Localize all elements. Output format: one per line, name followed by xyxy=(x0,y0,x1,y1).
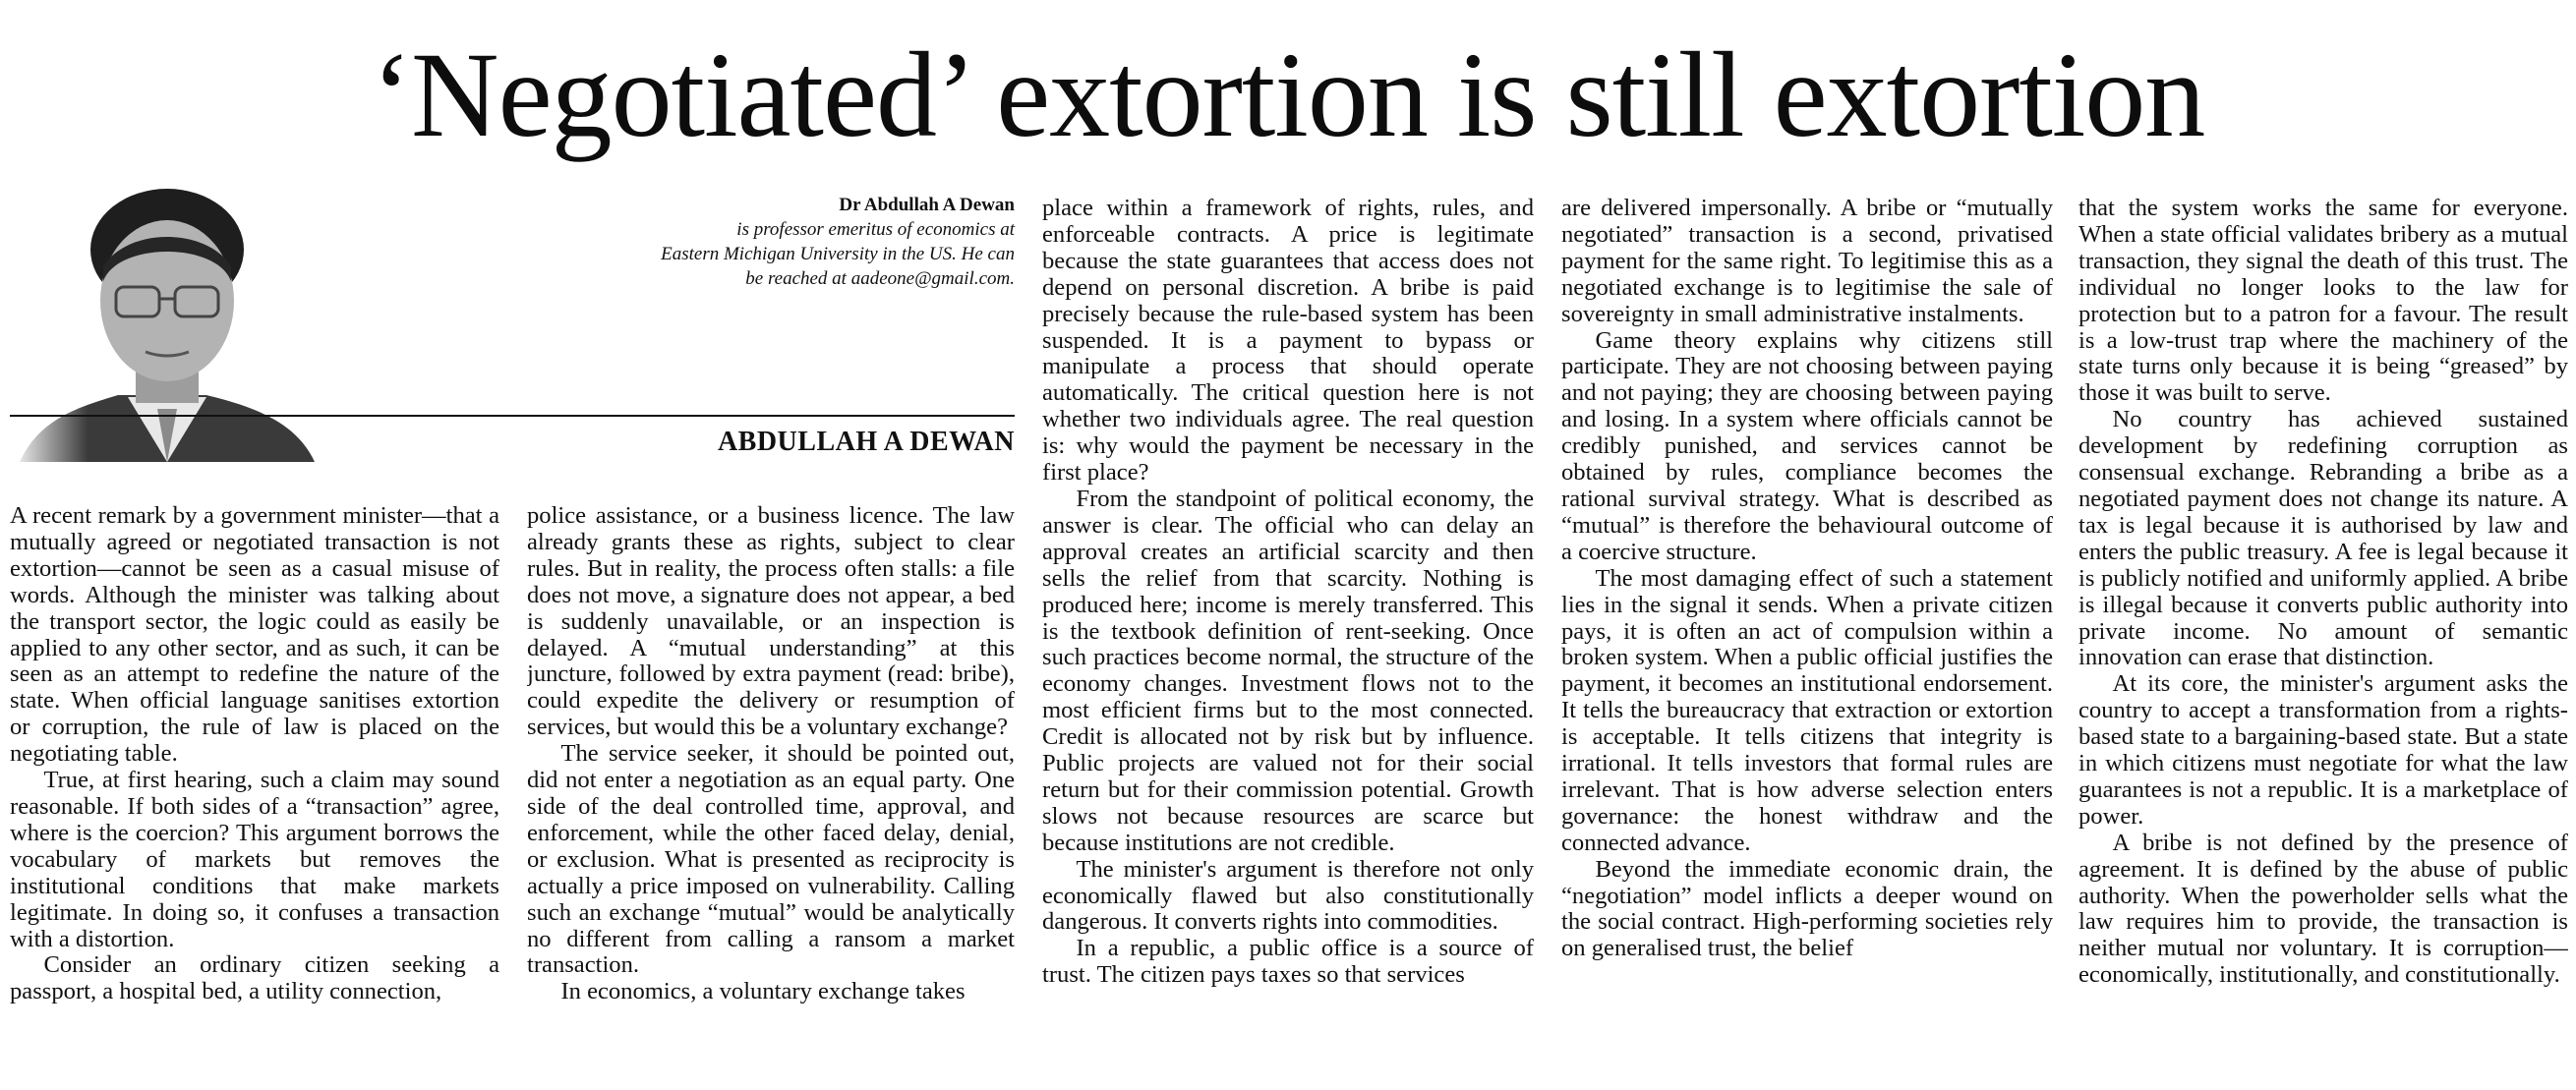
paragraph: At its core, the minister's argument asks the country to accept a transformation from a rights-based state to a bargaining-based state. But a state in which citizens must negotiate for what the law guarantees is not a republic. It is a marketplace of power. xyxy=(2078,670,2568,830)
paragraph: In economics, a voluntary exchange takes xyxy=(560,978,966,1005)
paragraph: Consider an ordinary citizen seeking a passport, a hospital bed, a utility connection, xyxy=(10,951,499,1005)
paragraph: that the system works the same for everyone. When a state official validates bribery as a mutual transaction, they signal the death of this trust. The individual no longer looks to the law for protection but to a patron for a favour. The result is a low-trust trap where the machinery of the state turns only because it is being “greased” by those it was built to serve. xyxy=(2078,196,2568,407)
author-byline xyxy=(551,193,1015,291)
paragraph: Game theory explains why citizens still participate. They are not choosing between paying and not paying; they are choosing between paying and losing. In a system where officials cannot be credibly punished, and services cannot be obtained by rules, compliance becomes the rational survival strategy. What is described as “mutual” is therefore the behavioural outcome of a coercive structure. xyxy=(1561,326,2053,565)
author-caption: ABDULLAH A DEWAN xyxy=(717,427,1015,457)
paragraph: From the standpoint of political economy, the answer is clear. The official who can delay an approval creates an artificial scarcity and then sells the relief from that scarcity. Nothing is produced here; income is merely transferred. This is the textbook definition of rent-seeking. Once such practices become normal, the structure of the economy changes. Investment flows not to the most efficient firms but to the most connected. Credit is allocated not by risk but by influence. Public projects are valued not for their social return but for their commission potential. Growth slows not because resources are scarce but because institutions are not credible. xyxy=(1042,485,1534,856)
author-portrait xyxy=(10,173,322,462)
paragraph: police assistance, or a business licence. The law already grants these as rights, subject to clear rules. But in reality, the process often stalls: a file does not move, a signature does not appear, a bed is suddenly unavailable, or an inspection is delayed. A “mutual understanding” at this juncture, followed by extra payment (read: bribe), could expedite the delivery or resumption of services, but would this be a voluntary exchange? xyxy=(527,503,1015,741)
article-column-4 xyxy=(1561,196,2053,1086)
paragraph: The most damaging effect of such a statement lies in the signal it sends. When a private citizen pays, it is often an act of compulsion within a broken system. When a public official justifies the payment, it becomes an institutional endorsement. It tells the bureaucracy that extraction or extortion is acceptable. It tells citizens that integrity is irrational. It tells investors that formal rules are irrelevant. That is how adverse selection enters governance: the honest withdraw and the connected advance. xyxy=(1561,564,2053,856)
paragraph: Beyond the immediate economic drain, the “negotiation” model inflicts a deeper wound on the social contract. High-performing societies rely on generalised trust, the belief xyxy=(1561,855,2053,962)
paragraph: The service seeker, it should be pointed out, did not enter a negotiation as an equal party. One side of the deal controlled time, approval, and enforcement, while the other faced delay, denial, or exclusion. What is presented as reciprocity is actually a price imposed on vulnerability. Calling such an exchange “mutual” would be analytically no different from calling a ransom a market transaction. xyxy=(527,740,1015,979)
byline-rule xyxy=(10,415,1015,417)
paragraph: A recent remark by a government minister—that a mutually agreed or negotiated transaction is not extortion—cannot be seen as a casual misuse of words. Although the minister was talking about the transport sector, the logic could as easily be applied to any other sector, and as such, it can be seen as an attempt to redefine the nature of the state. When official language sanitises extortion or corruption, the rule of law is placed on the negotiating table. xyxy=(10,503,499,768)
author-name: Dr Abdullah A Dewan xyxy=(839,195,1015,215)
article-column-2 xyxy=(527,503,1015,1083)
article-column-5 xyxy=(2078,196,2568,1086)
paragraph: A bribe is not defined by the presence of agreement. It is defined by the abuse of public authority. When the powerholder sells what the law requires him to provide, the transaction is neither mutual nor voluntary. It is corruption—economically, institutionally, and constitutionally. xyxy=(2078,829,2568,989)
paragraph: The minister's argument is therefore not only economically flawed but also constitutionally dangerous. It converts rights into commodities. xyxy=(1042,855,1534,936)
paragraph: No country has achieved sustained development by redefining corruption as consensual exchange. Rebranding a bribe as a negotiated payment does not change its nature. A tax is legal because it is authorised by law and enters the public treasury. A fee is legal because it is publicly notified and uniformly applied. A bribe is illegal because it converts public authority into private income. No amount of semantic innovation can erase that distinction. xyxy=(2078,406,2568,671)
paragraph: are delivered impersonally. A bribe or “mutually negotiated” transaction is a second, privatised payment for the same right. To legitimise this as a negotiated exchange is to legitimise the sale of sovereignty in small administrative instalments. xyxy=(1561,196,2053,327)
article-column-1 xyxy=(10,503,499,1083)
article-column-3 xyxy=(1042,196,1534,1086)
paragraph: True, at first hearing, such a claim may sound reasonable. If both sides of a “transaction” agree, where is the coercion? This argument borrows the vocabulary of markets but removes the institutional conditions that make markets legitimate. In doing so, it confuses a transaction with a distortion. xyxy=(10,767,499,952)
paragraph: In a republic, a public office is a source of trust. The citizen pays taxes so that services xyxy=(1042,935,1534,989)
author-bio: is professor emeritus of economics at Eastern Michigan University in the US. He can be reached at aadeone@gmail.com. xyxy=(661,219,1015,289)
headline: ‘Negotiated’ extortion is still extortion xyxy=(371,28,2205,162)
paragraph: place within a framework of rights, rules, and enforceable contracts. A price is legitimate because the state guarantees that access does not depend on personal discretion. A bribe is paid precisely because the rule-based system has been suspended. It is a payment to bypass or manipulate a process that should operate automatically. The critical question here is not whether two individuals agree. The real question is: why would the payment be necessary in the first place? xyxy=(1042,196,1534,487)
